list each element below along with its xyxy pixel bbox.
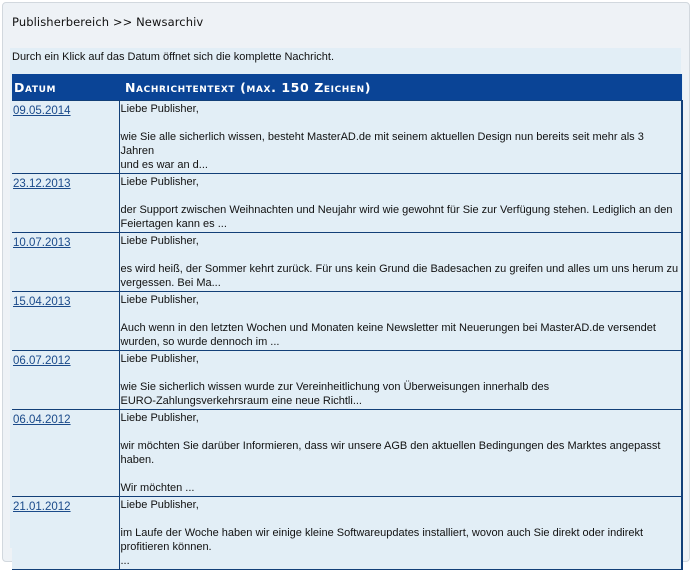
date-cell [12, 292, 119, 351]
message-line: und es war an d... [120, 159, 208, 171]
news-date-link[interactable]: 23.12.2013 [13, 178, 71, 190]
message-line [121, 189, 681, 203]
message-line: Liebe Publisher, [120, 294, 199, 306]
table-row [12, 351, 682, 410]
table-row [12, 174, 682, 233]
message-line: Liebe Publisher, [120, 235, 199, 247]
table-header-row [12, 74, 682, 101]
column-header-message: Nachrichtentext (max. 150 Zeichen) [119, 74, 682, 101]
message-line [121, 116, 681, 130]
message-line: haben. [120, 454, 155, 466]
instruction-text: Durch ein Klick auf das Datum öffnet sich die komplette Nachricht. [12, 51, 335, 63]
news-date-link[interactable]: 06.04.2012 [13, 414, 71, 426]
message-cell [119, 410, 682, 497]
message-line: ... [120, 555, 130, 567]
message-line: im Laufe der Woche haben wir einige kleine Softwareupdates installiert, wovon auch Sie direkt oder indirekt [120, 527, 644, 539]
message-line: Liebe Publisher, [120, 412, 199, 424]
message-line: Auch wenn in den letzten Wochen und Monaten keine Newsletter mit Neuerungen bei MasterAD.de versendet [120, 322, 656, 334]
message-line [121, 248, 681, 262]
message-cell [119, 292, 682, 351]
message-line [121, 512, 681, 526]
message-line: Liebe Publisher, [120, 103, 199, 115]
message-line: Feiertagen kann es ... [120, 218, 227, 230]
news-date-link[interactable]: 10.07.2013 [13, 237, 71, 249]
date-cell [12, 497, 119, 570]
message-line: profitieren können. [120, 541, 212, 553]
news-date-link[interactable]: 09.05.2014 [13, 105, 71, 117]
message-line: Liebe Publisher, [120, 499, 199, 511]
news-date-link[interactable]: 06.07.2012 [13, 355, 71, 367]
message-line: wurden, so wurde dennoch im ... [120, 336, 280, 348]
message-line: vergessen. Bei Ma... [120, 277, 221, 289]
message-line: Liebe Publisher, [120, 176, 199, 188]
message-line: der Support zwischen Weihnachten und Neujahr wird wie gewohnt für Sie zur Verfügung stehen. Lediglich an den [120, 204, 673, 216]
column-header-date: Datum [12, 74, 119, 101]
message-line: Liebe Publisher, [120, 353, 199, 365]
table-row [12, 233, 682, 292]
message-line [121, 425, 681, 439]
message-line [121, 467, 681, 481]
table-row [12, 497, 682, 570]
message-cell [119, 233, 682, 292]
message-cell [119, 174, 682, 233]
message-line: wie Sie alle sicherlich wissen, besteht MasterAD.de mit seinem aktuellen Design nun bereits seit mehr als 3 Jahren [120, 131, 644, 157]
message-cell [119, 351, 682, 410]
news-date-link[interactable]: 15.04.2013 [13, 296, 71, 308]
table-row [12, 410, 682, 497]
message-cell [119, 497, 682, 570]
date-cell [12, 101, 119, 174]
date-cell [12, 410, 119, 497]
breadcrumb: Publisherbereich >> Newsarchiv [12, 15, 204, 29]
table-row [12, 101, 682, 174]
date-cell [12, 233, 119, 292]
news-date-link[interactable]: 21.01.2012 [13, 501, 71, 513]
news-archive-table [12, 74, 683, 570]
message-line: Wir möchten ... [120, 482, 195, 494]
message-line: EURO-Zahlungsverkehrsraum eine neue Richtli... [120, 395, 362, 407]
message-line: wir möchten Sie darüber Informieren, dass wir unsere AGB den aktuellen Bedingungen des Marktes angepasst [120, 440, 661, 452]
message-line [121, 307, 681, 321]
message-line [121, 366, 681, 380]
date-cell [12, 174, 119, 233]
table-row [12, 292, 682, 351]
date-cell [12, 351, 119, 410]
message-line: wie Sie sicherlich wissen wurde zur Vereinheitlichung von Überweisungen innerhalb des [120, 381, 550, 393]
message-line: es wird heiß, der Sommer kehrt zurück. Für uns kein Grund die Badesachen zu greifen und alles um uns herum zu [120, 263, 679, 275]
message-cell [119, 101, 682, 174]
